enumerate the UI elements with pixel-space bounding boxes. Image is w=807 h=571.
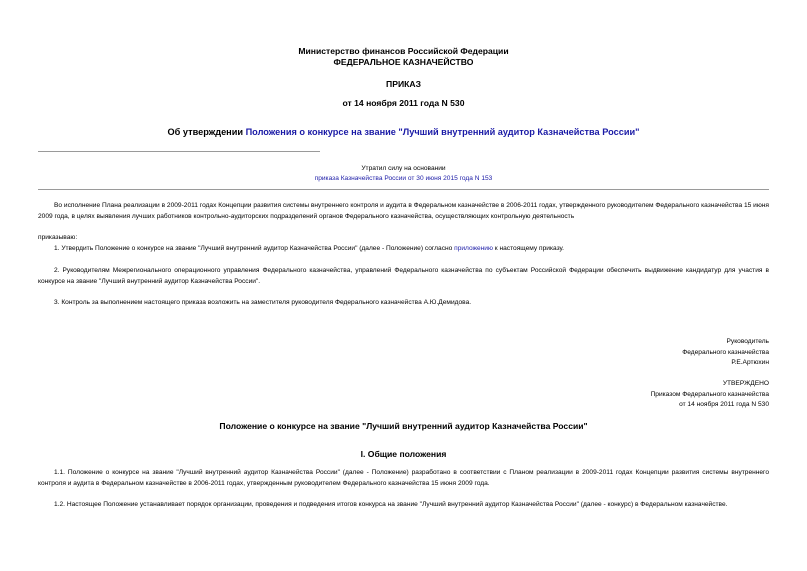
ministry-name: Министерство финансов Российской Федерации [298,46,509,56]
repeal-order-link[interactable]: приказа Казначейства России от 30 июня 2015 года N 153 [314,175,493,182]
title-prefix: Об утверждении [167,127,246,137]
order-item-1-tail: к настоящему приказу. [492,245,564,252]
short-divider [38,151,320,152]
order-date-number: от 14 ноября 2011 года N 530 [342,98,465,108]
paragraph-1-2: 1.2. Настоящее Положение устанавливает порядок организации, проведения и подведения итогов конкурса на звание "Лучший внутренний аудитор Казначейства России" (далее - конкурс) в Федеральном казначействе. [54,501,728,508]
paragraph-1-1: 1.1. Положение о конкурсе на звание "Лучший внутренний аудитор Казначейства России" (далее - Положение) разработано в соответствии с Планом реализации в 2009-2011 годах Концепции развития системы внутреннего контроля и аудита в Федеральном казначействе в 2006-2011 годах, утвержденным руководителем Федерального казначейства 15 июня 2009 года. [38,469,769,487]
signature-position: Руководитель [726,338,769,345]
appendix-link[interactable]: приложению [454,245,493,252]
agency-name: ФЕДЕРАЛЬНОЕ КАЗНАЧЕЙСТВО [333,57,474,67]
title-link[interactable]: Положения о конкурсе на звание "Лучший внутренний аудитор Казначейства России" [245,127,640,137]
signature-block [682,337,769,369]
approval-by: Приказом Федерального казначейства [650,390,769,398]
full-divider [38,189,769,190]
signature-agency: Федерального казначейства [682,348,769,356]
document-title [0,126,807,138]
section-1-heading: I. Общие положения [360,449,447,459]
repeal-status-link-line [0,174,807,183]
repeal-status-text: Утратил силу на основании [361,165,446,172]
appendix-title: Положение о конкурсе на звание "Лучший внутренний аудитор Казначейства России" [219,421,588,431]
orders-word: приказываю: [38,234,78,241]
order-heading: ПРИКАЗ [386,79,421,89]
order-item-3: 3. Контроль за выполнением настоящего приказа возложить на заместителя руководителя Федерального казначейства А.Ю.Демидова. [54,299,472,306]
order-item-1 [38,244,769,255]
approval-block [651,379,769,411]
intro-paragraph: Во исполнение Плана реализации в 2009-2011 годах Концепции развития системы внутреннего контроля и аудита в Федеральном казначействе в 2006-2011 годах, утвержденного руководителем Федерального казначейства 15 июня 2009 года, в целях выявления лучших работников контрольно-аудиторских подразделений органов Федерального казначейства, осуществляющих контрольную деятельность [38,202,769,220]
approval-date: от 14 ноября 2011 года N 530 [679,401,769,409]
order-item-2: 2. Руководителям Межрегионального операционного управления Федерального казначейства, управлений Федерального казначейства по субъектам Российской Федерации обеспечить выдвижение кандидатур для участия в конкурсе на звание "Лучший внутренний аудитор Казначейства России". [38,267,769,285]
order-item-1-text: 1. Утвердить Положение о конкурсе на звание "Лучший внутренний аудитор Казначейства России" (далее - Положение) согласно [54,245,455,252]
signature-name: Р.Е.Артюхин [731,359,769,367]
approval-word: УТВЕРЖДЕНО [722,380,769,387]
